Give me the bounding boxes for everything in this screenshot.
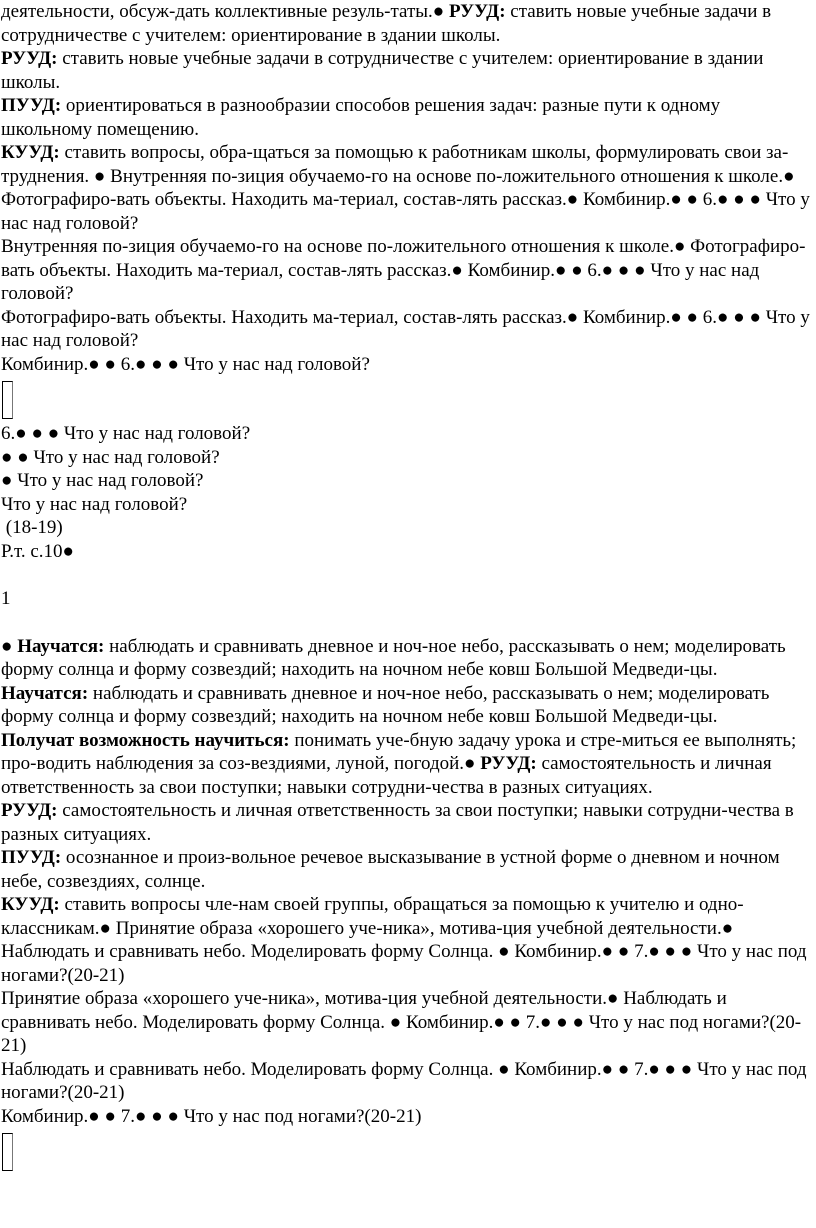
document-page — [1, 0, 813, 1174]
paragraph-21: Принятие образа «хорошего уче-ника», мотива-ция учебной деятельности.● Наблюдать и сравнивать небо. Моделировать форму Солнца. ● Комбинир.● ● 7.● ● ● Что у нас под ногами?(20-21) — [1, 988, 802, 1056]
empty-frame-box — [2, 381, 13, 419]
bold-label: КУУД: — [1, 894, 60, 915]
bold-label: КУУД: — [1, 142, 60, 163]
text: деятельности, обсуж-дать коллективные резуль-таты.● — [1, 1, 450, 22]
text: ставить вопросы, обра-щаться за помощью к работникам школы, формулировать свои за-труднения. ● Внутренняя по-зиция обучаемо-го на основе по-ложительного отношения к школе.● Фотографиро-вать объекты. Находить ма-териал, состав-лять рассказ.● Комбинир.● ● 6.● ● ● Что у нас над головой? — [1, 142, 810, 234]
text: ставить вопросы чле-нам своей группы, обращаться за помощью к учителю и одно-классникам.● Принятие образа «хорошего уче-ника», мотива-ция учебной деятельности.● Наблюдать и сравнивать небо. Моделировать форму Солнца. ● Комбинир.● ● 7.● ● ● Что у нас под ногами?(20-21) — [1, 894, 807, 986]
paragraph-22: Наблюдать и сравнивать небо. Моделировать форму Солнца. ● Комбинир.● ● 7.● ● ● Что у нас под ногами?(20-21) — [1, 1058, 807, 1103]
text: понимать уче-бную задачу урока и стре-миться ее выполнять; про-водить наблюдения за соз-вездиями, луной, погодой.● — [1, 729, 797, 774]
text: самостоятельность и личная ответственность за свои поступки; навыки сотрудни-чества в разных ситуациях. — [1, 800, 794, 845]
text: ● — [1, 635, 18, 657]
bold-label: РУУД: — [1, 48, 58, 69]
spacer — [1, 611, 813, 635]
paragraph-17 — [1, 729, 813, 800]
text: наблюдать и сравнивать дневное и ноч-ное небо, рассказывать о нем; моделировать форму солнца и форму созвездий; находить на ночном небе ковш Большой Медведи-цы. — [1, 682, 770, 727]
paragraph-3 — [1, 94, 813, 141]
paragraph-23: Комбинир.● ● 7.● ● ● Что у нас под ногами?(20-21) — [1, 1105, 422, 1127]
paragraph-11: Что у нас над головой? — [1, 493, 188, 515]
bold-label: ПУУД: — [1, 847, 62, 868]
spacer — [1, 563, 813, 587]
text: ориентироваться в разнообразии способов решения задач: разные пути к одному школьному помещению. — [1, 95, 721, 140]
text: самостоятельность и личная ответственность за свои поступки; навыки сотрудни-чества в разных ситуациях. — [1, 753, 772, 798]
paragraph-20 — [1, 893, 813, 987]
paragraph-8: 6.● ● ● Что у нас над головой? — [1, 423, 251, 444]
bold-label: РУУД: — [480, 753, 537, 774]
paragraph-5: Внутренняя по-зиция обучаемо-го на основе по-ложительного отношения к школе.● Фотографиро-вать объекты. Находить ма-териал, состав-лять рассказ.● Комбинир.● ● 6.● ● ● Что у нас над головой? — [1, 236, 806, 304]
bold-label: РУУД: — [1, 800, 58, 821]
paragraph-4 — [1, 141, 813, 235]
paragraph-7: Комбинир.● ● 6.● ● ● Что у нас над головой? — [1, 353, 370, 375]
paragraph-9: ● ● Что у нас над головой? — [1, 446, 220, 468]
empty-frame-box — [2, 1133, 13, 1171]
paragraph-18 — [1, 799, 813, 846]
lesson-number: 1 — [1, 588, 11, 609]
paragraph-2 — [1, 47, 813, 94]
bold-label: Получат возможность научиться: — [1, 729, 290, 751]
bold-label: ПУУД: — [1, 95, 62, 116]
bold-label: Научатся: — [1, 682, 89, 704]
paragraph-19 — [1, 846, 813, 893]
paragraph-16 — [1, 682, 813, 729]
paragraph-1 — [1, 0, 813, 47]
paragraph-10: ● Что у нас над головой? — [1, 470, 204, 491]
bold-label: РУУД: — [449, 1, 506, 22]
text: ставить новые учебные задачи в сотрудничестве с учителем: ориентирование в здании школы. — [1, 48, 764, 93]
text: ставить новые учебные задачи в сотрудничестве с учителем: ориентирование в здании школы. — [1, 1, 772, 46]
text: осознанное и произ-вольное речевое высказывание в устной форме о дневном и ночном небе, созвездиях, солнце. — [1, 847, 780, 892]
page-range: (18-19) — [1, 517, 63, 538]
workbook-ref: Р.т. с.10● — [1, 540, 74, 562]
bold-label: Научатся: — [17, 635, 105, 657]
paragraph-6: Фотографиро-вать объекты. Находить ма-териал, состав-лять рассказ.● Комбинир.● ● 6.● ● ● Что у нас над головой? — [1, 306, 810, 351]
text: наблюдать и сравнивать дневное и ноч-ное небо, рассказывать о нем; моделировать форму солнца и форму созвездий; находить на ночном небе ковш Большой Медведи-цы. — [1, 635, 786, 680]
paragraph-15 — [1, 635, 813, 682]
